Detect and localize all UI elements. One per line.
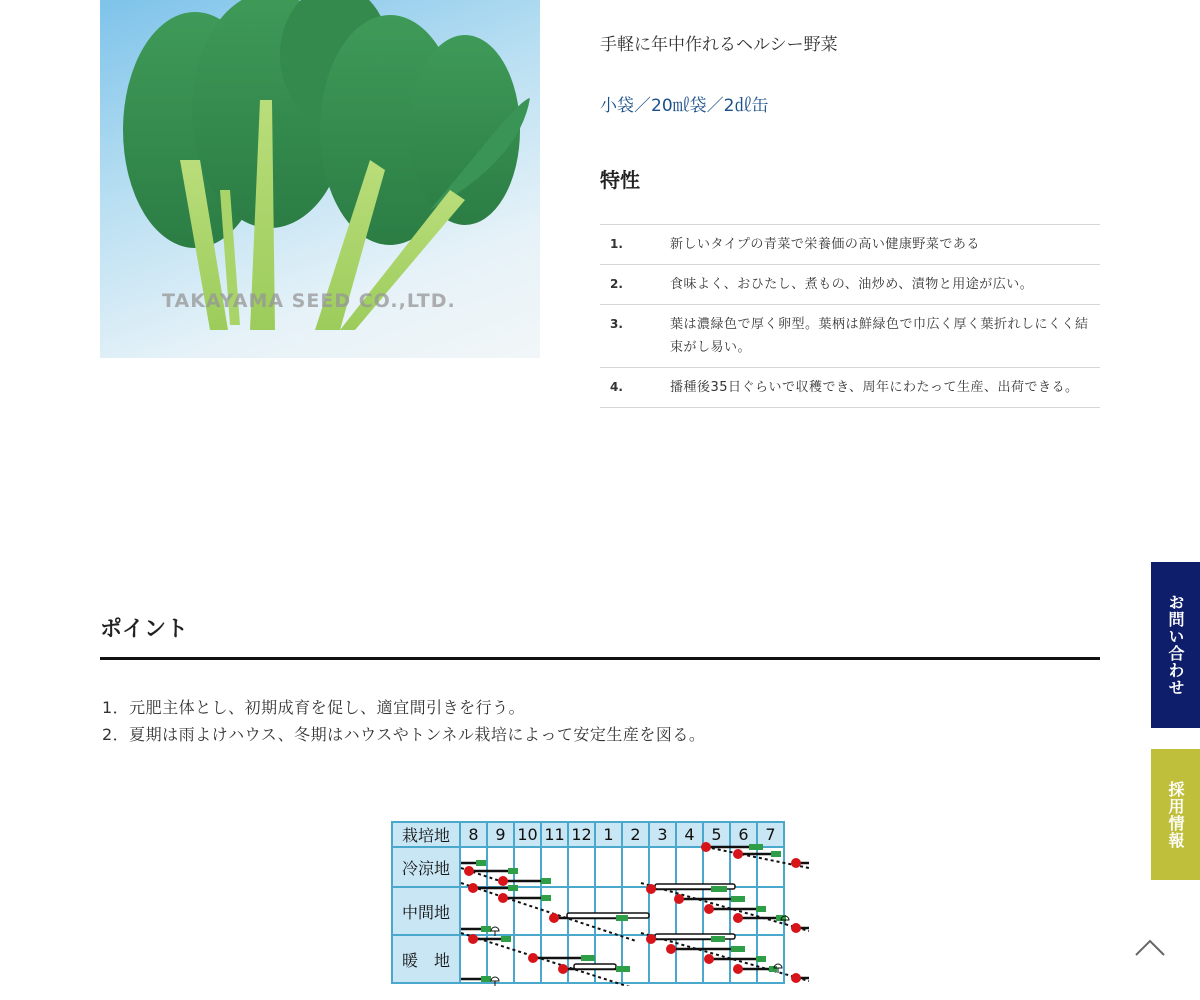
table-row (600, 368, 1100, 408)
table-row (600, 305, 1100, 368)
feature-number: 4. (600, 368, 670, 408)
month-label: 11 (541, 822, 568, 847)
product-photo (100, 0, 540, 358)
month-label: 2 (622, 822, 649, 847)
feature-text: 新しいタイプの青菜で栄養価の高い健康野菜である (670, 225, 1100, 265)
points-list (102, 694, 705, 748)
table-row (600, 225, 1100, 265)
points-heading: ポイント (100, 617, 189, 642)
feature-text: 葉は濃緑色で厚く卵型。葉柄は鮮緑色で巾広く厚く葉折れしにくく結束がし易い。 (670, 305, 1100, 368)
recruit-tab[interactable] (1151, 749, 1200, 880)
feature-text: 播種後35日ぐらいで収穫でき、周年にわたって生産、出荷できる。 (670, 368, 1100, 408)
list-item: 2．夏期は雨よけハウス、冬期はハウスやトンネル栽培によって安定生産を図る。 (102, 725, 706, 744)
section-divider (100, 657, 1100, 660)
feature-number: 2. (600, 265, 670, 305)
features-table (600, 224, 1100, 408)
month-label: 5 (703, 822, 730, 847)
watermark-text: TAKAYAMA SEED CO.,LTD. (162, 290, 456, 312)
month-label: 10 (514, 822, 541, 847)
region-label: 暖 地 (392, 935, 460, 983)
contact-tab-label: お問い合わせ (1166, 594, 1185, 696)
list-item: 1．元肥主体とし、初期成育を促し、適宜間引きを行う。 (102, 698, 526, 717)
corner-label: 栽培地 (392, 822, 460, 847)
region-label: 冷涼地 (392, 847, 460, 887)
calendar-row (392, 887, 784, 935)
calendar-row (392, 935, 784, 983)
contact-tab[interactable] (1151, 562, 1200, 728)
month-label: 4 (676, 822, 703, 847)
cultivation-calendar (391, 821, 785, 984)
month-label: 6 (730, 822, 757, 847)
feature-number: 3. (600, 305, 670, 368)
back-to-top-button[interactable] (1134, 935, 1166, 959)
feature-number: 1. (600, 225, 670, 265)
month-label: 12 (568, 822, 595, 847)
package-sizes: 小袋／20㎖袋／2㎗缶 (600, 96, 769, 116)
month-label: 7 (757, 822, 784, 847)
table-row (600, 265, 1100, 305)
feature-text: 食味よく、おひたし、煮もの、油炒め、漬物と用途が広い。 (670, 265, 1100, 305)
calendar-header-row (392, 822, 784, 847)
calendar-row (392, 847, 784, 887)
month-label: 9 (487, 822, 514, 847)
recruit-tab-label: 採用情報 (1166, 780, 1185, 849)
chevron-up-icon (1134, 935, 1166, 959)
month-label: 3 (649, 822, 676, 847)
region-label: 中間地 (392, 887, 460, 935)
month-label: 8 (460, 822, 487, 847)
features-heading: 特性 (600, 168, 640, 192)
month-label: 1 (595, 822, 622, 847)
catchphrase: 手軽に年中作れるヘルシー野菜 (600, 35, 838, 55)
